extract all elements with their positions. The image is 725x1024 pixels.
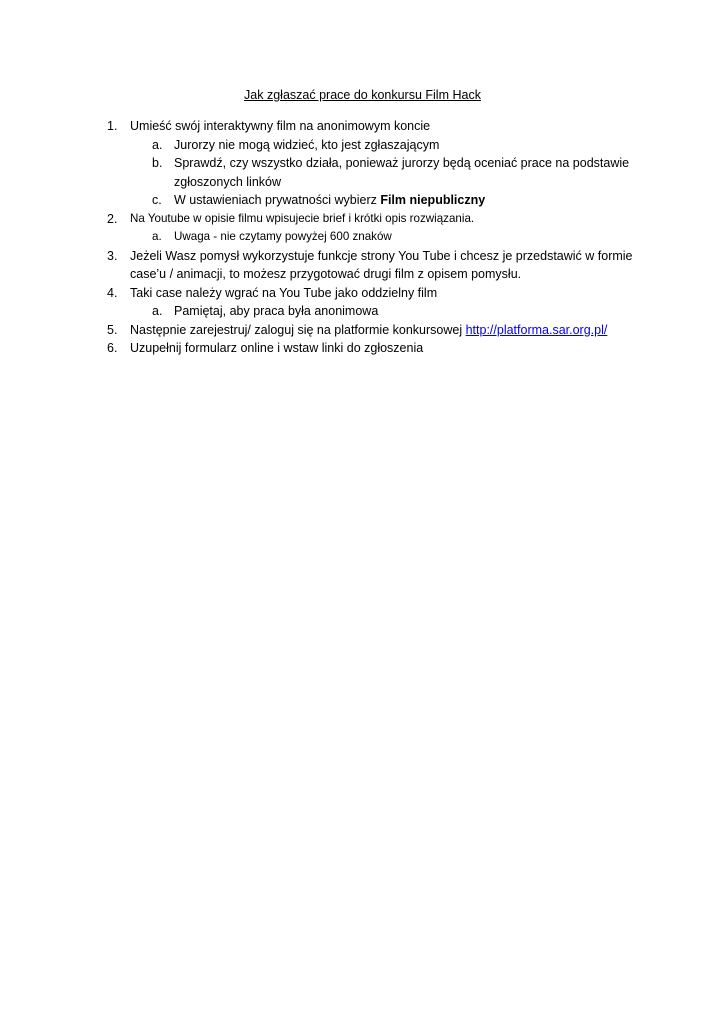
- sub-item-text: Uwaga - nie czytamy powyżej 600 znaków: [174, 230, 392, 243]
- list-item-3: [0, 247, 725, 266]
- sub-item-text: Jurorzy nie mogą widzieć, kto jest zgłaszającym: [174, 137, 440, 152]
- list-item-2: [0, 210, 725, 229]
- list-item-text: [130, 321, 607, 340]
- sub-item-text: zgłoszonych linków: [174, 174, 281, 189]
- list-marker: 1.: [107, 119, 118, 133]
- sub-marker: a.: [152, 137, 163, 152]
- sub-marker: a.: [152, 230, 162, 243]
- sub-item-text: [174, 191, 485, 210]
- list-item-text: Umieść swój interaktywny film na anonimowym koncie: [130, 119, 431, 133]
- platform-link[interactable]: http://platforma.sar.org.pl/: [465, 322, 608, 337]
- list-item-5: [0, 321, 725, 340]
- list-marker: 6.: [107, 341, 118, 355]
- sub-item-1b-continued: [0, 173, 725, 192]
- list-item-text: Jeżeli Wasz pomysł wykorzystuje funkcje strony You Tube i chcesz je przedstawić w formie: [130, 248, 633, 263]
- list-marker: 5.: [107, 322, 118, 337]
- list-item-text: case’u / animacji, to możesz przygotować drugi film z opisem pomysłu.: [130, 267, 522, 281]
- sub-marker: c.: [152, 193, 162, 207]
- list-item-6: [0, 339, 725, 358]
- sub-item-text-plain: W ustawieniach prywatności wybierz: [174, 193, 381, 207]
- list-item-text: Uzupełnij formularz online i wstaw linki do zgłoszenia: [130, 341, 424, 355]
- sub-marker: a.: [152, 304, 163, 318]
- sub-item-1c: [0, 191, 725, 210]
- document-title: Jak zgłaszać prace do konkursu Film Hack: [244, 88, 481, 102]
- sub-item-4a: [0, 302, 725, 321]
- list-marker: 4.: [107, 285, 118, 300]
- list-marker: 3.: [107, 248, 118, 263]
- list-item-1: [0, 117, 725, 136]
- sub-marker: b.: [152, 156, 163, 170]
- sub-item-text: Pamiętaj, aby praca była anonimowa: [174, 304, 379, 318]
- instruction-list: [0, 117, 725, 358]
- sub-item-1b: [0, 154, 725, 173]
- sub-item-text: Sprawdź, czy wszystko działa, ponieważ jurorzy będą oceniać prace na podstawie: [174, 156, 630, 170]
- list-item-text-plain: Następnie zarejestruj/ zaloguj się na platformie konkursowej: [130, 322, 466, 337]
- list-item-text: Taki case należy wgrać na You Tube jako oddzielny film: [130, 285, 438, 300]
- sub-item-2a: [0, 228, 725, 247]
- list-item-4: [0, 284, 725, 303]
- list-item-text: Na Youtube w opisie filmu wpisujecie brief i krótki opis rozwiązania.: [130, 211, 475, 225]
- list-item-3-continued: [0, 265, 725, 284]
- bold-emphasis: Film niepubliczny: [380, 193, 486, 207]
- list-marker: 2.: [107, 211, 118, 226]
- sub-item-1a: [0, 136, 725, 155]
